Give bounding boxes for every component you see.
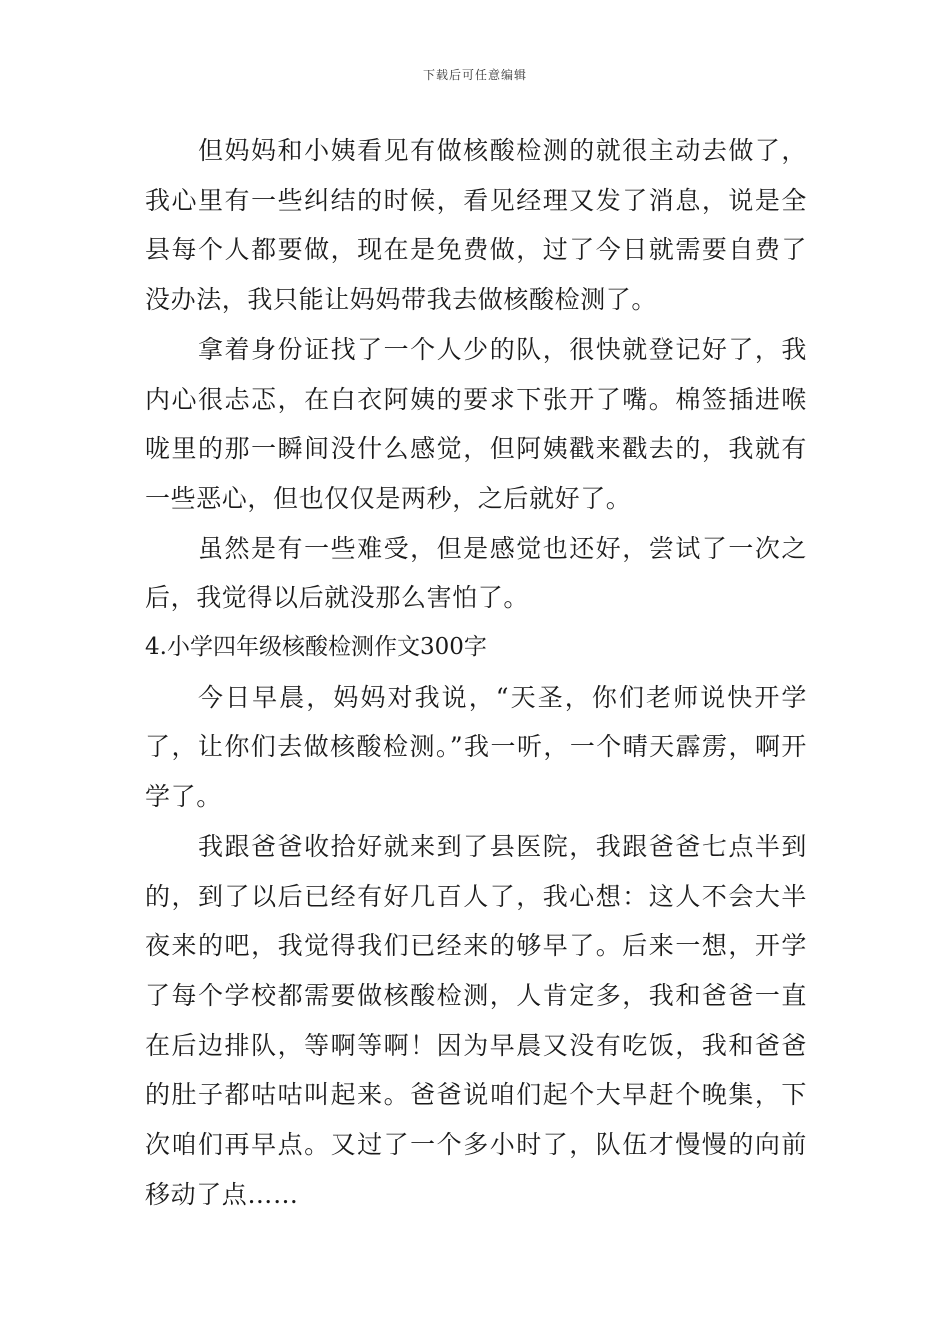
paragraph: 虽然是有一些难受，但是感觉也还好，尝试了一次之后，我觉得以后就没那么害怕了。 <box>145 533 807 613</box>
section-title: 4.小学四年级核酸检测作文300字 <box>145 634 487 661</box>
document-body <box>145 126 807 1219</box>
paragraph: 但妈妈和小姨看见有做核酸检测的就很主动去做了，我心里有一些纠结的时候，看见经理又发了消息，说是全县每个人都要做，现在是免费做，过了今日就需要自费了没办法，我只能让妈妈带我去做核酸检测了。 <box>145 136 807 315</box>
paragraph: 拿着身份证找了一个人少的队，很快就登记好了，我内心很忐忑，在白衣阿姨的要求下张开了嘴。棉签插进喉咙里的那一瞬间没什么感觉，但阿姨戳来戳去的，我就有一些恶心，但也仅仅是两秒，之后就好了。 <box>145 334 807 513</box>
page-header-note: 下载后可任意编辑 <box>422 68 527 82</box>
paragraph: 我跟爸爸收拾好就来到了县医院，我跟爸爸七点半到的，到了以后已经有好几百人了，我心想：这人不会大半夜来的吧，我觉得我们已经来的够早了。后来一想，开学了每个学校都需要做核酸检测，人肯定多，我和爸爸一直在后边排队，等啊等啊！因为早晨又没有吃饭，我和爸爸的肚子都咕咕叫起来。爸爸说咱们起个大早赶个晚集，下次咱们再早点。又过了一个多小时了，队伍才慢慢的向前移动了点…… <box>145 831 807 1209</box>
paragraph: 今日早晨，妈妈对我说，“天圣，你们老师说快开学了，让你们去做核酸检测。”我一听，一个晴天霹雳，啊开学了。 <box>145 682 807 812</box>
